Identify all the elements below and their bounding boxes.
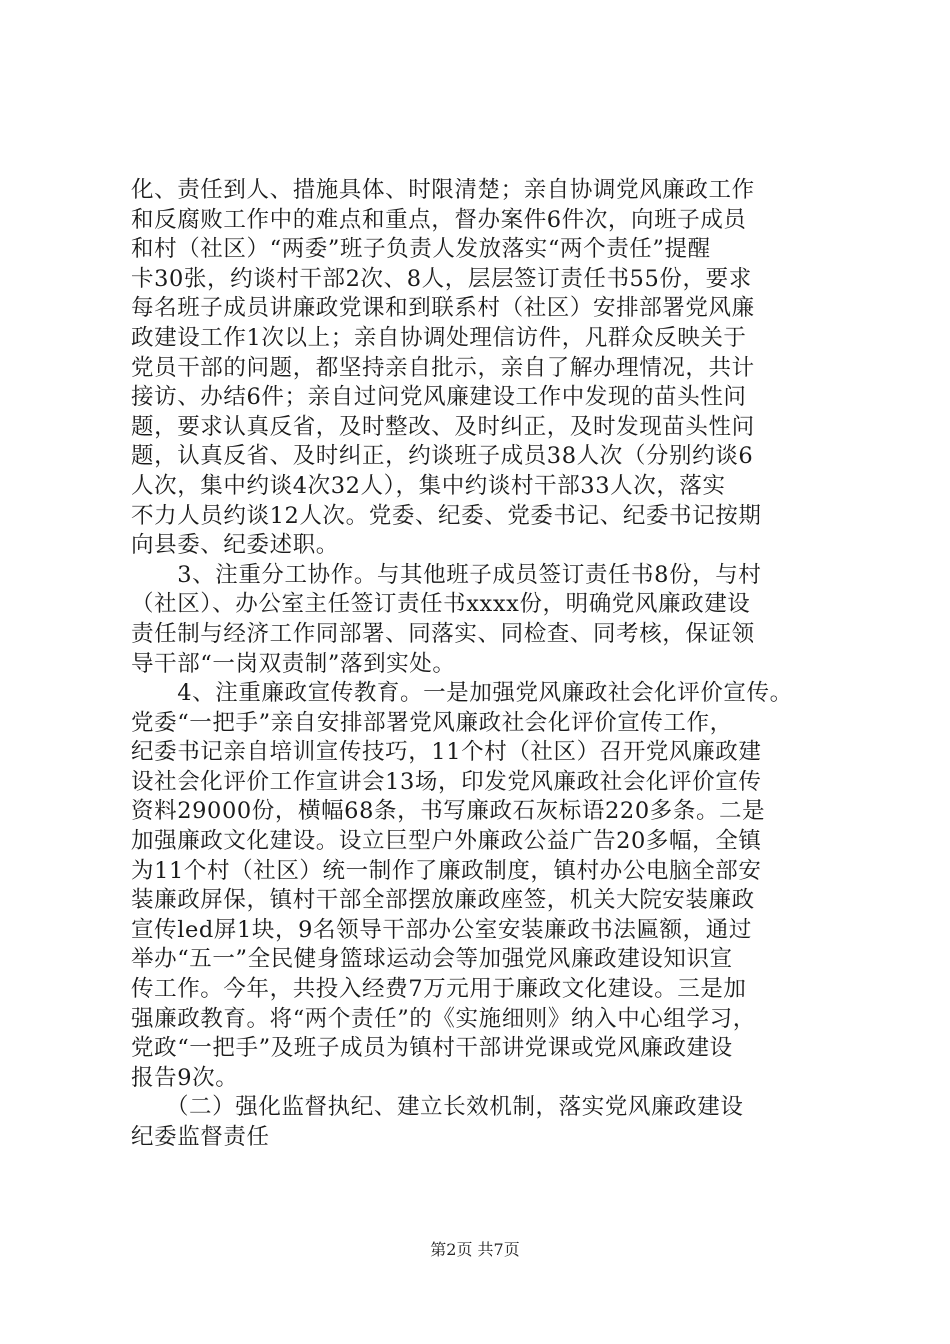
text-line: 党政“一把手”及班子成员为镇村干部讲党课或党风廉政建设 [131, 1035, 733, 1062]
text-line: 传工作。今年，共投入经费7万元用于廉政文化建设。三是加 [131, 976, 747, 1003]
text-line: （社区）、办公室主任签订责任书xxxx份，明确党风廉政建设 [131, 591, 751, 618]
text-line: 责任制与经济工作同部署、同落实、同检查、同考核，保证领 [131, 620, 755, 647]
text-line: 资料29000份，横幅68条，书写廉政石灰标语220多条。二是 [131, 798, 766, 825]
text-line: 装廉政屏保，镇村干部全部摆放廉政座签，机关大院安装廉政 [131, 887, 755, 914]
text-line: 每名班子成员讲廉政党课和到联系村（社区）安排部署党风廉 [131, 295, 755, 322]
text-line: 纪委监督责任 [131, 1124, 270, 1150]
text-line: 向县委、纪委述职。 [131, 532, 339, 559]
text-line: 设社会化评价工作宣讲会13场，印发党风廉政社会化评价宣传 [131, 768, 762, 795]
text-line: 4、注重廉政宣传教育。一是加强党风廉政社会化评价宣传。 [131, 680, 793, 707]
text-line: 纪委书记亲自培训宣传技巧，11个村（社区）召开党风廉政建 [131, 739, 762, 766]
text-line: 强廉政教育。将“两个责任”的《实施细则》纳入中心组学习， [131, 1005, 756, 1032]
text-line: 和村（社区）“两委”班子负责人发放落实“两个责任”提醒 [131, 236, 711, 263]
text-line: 宣传led屏1块，9名领导干部办公室安装廉政书法匾额，通过 [131, 916, 752, 943]
text-line: 举办“五一”全民健身篮球运动会等加强党风廉政建设知识宣 [131, 946, 733, 973]
text-line: 化、责任到人、措施具体、时限清楚；亲自协调党风廉政工作 [131, 177, 755, 203]
text-line: 不力人员约谈12人次。党委、纪委、党委书记、纪委书记按期 [131, 502, 762, 529]
text-line: 3、注重分工协作。与其他班子成员签订责任书8份，与村 [131, 561, 762, 588]
text-line: 报告9次。 [131, 1064, 239, 1091]
text-line: 卡30张，约谈村干部2次、8人，层层签订责任书55份，要求 [131, 265, 752, 292]
text-line: 和反腐败工作中的难点和重点，督办案件6件次，向班子成员 [131, 206, 747, 233]
text-line: 导干部“一岗双责制”落到实处。 [131, 650, 456, 677]
text-line: 题，认真反省、及时纠正，约谈班子成员38人次（分别约谈6 [131, 443, 754, 470]
text-line: 为11个村（社区）统一制作了廉政制度，镇村办公电脑全部安 [131, 857, 762, 884]
page-footer: 第2页 共7页 [430, 1240, 520, 1259]
text-line: 加强廉政文化建设。设立巨型户外廉政公益广告20多幅，全镇 [131, 828, 762, 855]
text-line: 人次，集中约谈4次32人），集中约谈村干部33人次，落实 [131, 472, 726, 499]
text-line: （二）强化监督执纪、建立长效机制，落实党风廉政建设 [131, 1094, 744, 1121]
text-line: 题，要求认真反省，及时整改、及时纠正，及时发现苗头性问 [131, 413, 755, 440]
body-text [131, 176, 851, 1153]
text-line: 接访、办结6件；亲自过问党风廉建设工作中发现的苗头性问 [131, 384, 747, 411]
text-line: 党委“一把手”亲自安排部署党风廉政社会化评价宣传工作， [131, 709, 733, 736]
text-line: 政建设工作1次以上；亲自协调处理信访件，凡群众反映关于 [131, 324, 747, 351]
text-line: 党员干部的问题，都坚持亲自批示，亲自了解办理情况，共计 [131, 354, 755, 381]
